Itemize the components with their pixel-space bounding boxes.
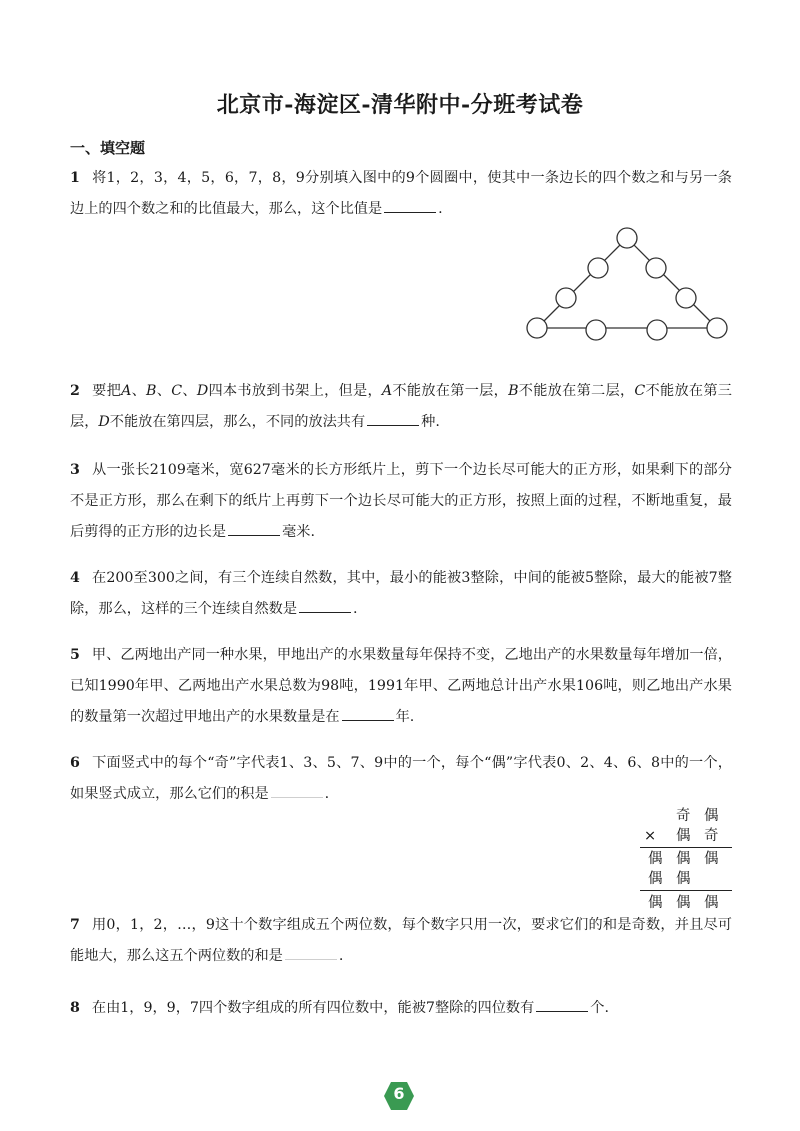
question-number: 7: [70, 917, 80, 933]
book-label: C: [634, 383, 646, 399]
question-text: 不能放在第四层，那么，不同的放法共有: [109, 414, 366, 430]
question-end: .: [438, 201, 443, 217]
answer-blank[interactable]: [285, 945, 337, 960]
question-number: 8: [70, 1000, 80, 1016]
digit-even: 偶: [676, 851, 691, 867]
question-4: [70, 563, 732, 625]
question-text: 在由1，9，9，7四个数字组成的所有四位数中，能被7整除的四位数有: [91, 1000, 535, 1016]
question-text: 将1，2，3，4，5，6，7，8，9分别填入图中的9个圆圈中，使其中一条边长的四个数之和与另一条边上的四个数之和的比值最大，那么，这个比值是: [70, 170, 732, 217]
question-2: [70, 376, 732, 438]
multiplication-rule: [640, 890, 732, 891]
question-end: .: [324, 786, 330, 802]
blank-circle: [617, 228, 637, 248]
answer-blank[interactable]: [536, 997, 588, 1012]
book-label: B: [508, 383, 519, 399]
digit-even: 偶: [676, 828, 691, 844]
question-text: 四本书放到书架上，但是，: [208, 383, 382, 399]
question-text: 在200至300之间，有三个连续自然数，其中，最小的能被3整除，中间的能被5整除，最大的能被7整除，那么，这样的三个连续自然数是: [70, 570, 732, 617]
question-end: 年.: [395, 709, 415, 725]
question-5: [70, 640, 732, 733]
question-3: [70, 455, 732, 548]
blank-circle: [527, 318, 547, 338]
page-title: 北京市-海淀区-清华附中-分班考试卷: [216, 92, 584, 118]
question-number: 6: [70, 755, 80, 771]
answer-blank[interactable]: [299, 598, 351, 613]
question-text: 下面竖式中的每个“奇”字代表1、3、5、7、9中的一个，每个“偶”字代表0、2、4、6、8中的一个，如果竖式成立，那么它们的积是: [70, 755, 732, 802]
question-text: 、: [182, 383, 197, 399]
blank-circle: [556, 288, 576, 308]
answer-blank[interactable]: [342, 706, 394, 721]
book-label: D: [196, 383, 209, 399]
page-number: 6: [393, 1084, 405, 1103]
blank-circle: [646, 258, 666, 278]
digit-odd: 奇: [676, 808, 691, 824]
question-text: 、: [156, 383, 172, 399]
times-sign: ×: [644, 828, 657, 844]
digit-even: 偶: [704, 895, 719, 911]
question-end: 毫米.: [282, 524, 315, 540]
question-6: [70, 748, 732, 810]
blank-circle: [707, 318, 727, 338]
book-label: B: [146, 383, 157, 399]
digit-even: 偶: [648, 851, 663, 867]
question-end: 个.: [590, 1000, 609, 1016]
answer-blank[interactable]: [367, 411, 419, 426]
question-text: 不能放在第三层，: [70, 383, 732, 430]
question-text: 不能放在第二层，: [518, 383, 635, 399]
question-text: 从一张长2109毫米，宽627毫米的长方形纸片上，剪下一个边长尽可能大的正方形，如果剩下的部分不是正方形，那么在剩下的纸片上再剪下一个边长尽可能大的正方形，按照上面的过程，不断地重复，最后剪得的正方形的边长是: [70, 462, 732, 540]
question-end: 种.: [421, 414, 440, 430]
question-8: [70, 993, 732, 1024]
digit-even: 偶: [676, 895, 691, 911]
question-number: 4: [70, 570, 80, 586]
blank-circle: [588, 258, 608, 278]
question-number: 5: [70, 647, 80, 663]
answer-blank[interactable]: [228, 521, 280, 536]
blank-circle: [586, 320, 606, 340]
digit-even: 偶: [704, 851, 719, 867]
book-label: C: [171, 383, 183, 399]
question-number: 1: [70, 170, 80, 186]
digit-odd: 奇: [704, 828, 719, 844]
triangle-circle-figure: [520, 222, 732, 346]
question-end: .: [353, 601, 358, 617]
digit-even: 偶: [648, 871, 663, 887]
section-heading: 一、填空题: [70, 139, 146, 157]
question-text: 甲、乙两地出产同一种水果，甲地出产的水果数量每年保持不变，乙地出产的水果数量每年增加一倍，已知1990年甲、乙两地出产水果总数为98吨，1991年甲、乙两地总计出产水果106吨，则乙地出产水果的数量第一次超过甲地出产的水果数量是在: [70, 647, 732, 725]
question-number: 2: [70, 383, 80, 399]
book-label: A: [121, 383, 132, 399]
question-text: 用0，1，2，…，9这十个数字组成五个两位数，每个数字只用一次，要求它们的和是奇数，并且尽可能地大，那么这五个两位数的和是: [70, 917, 732, 964]
question-number: 3: [70, 462, 80, 478]
answer-blank[interactable]: [271, 783, 323, 798]
vertical-multiplication: [640, 806, 732, 913]
question-text: 、: [131, 383, 147, 399]
question-end: .: [338, 948, 344, 964]
question-text: 不能放在第一层，: [392, 383, 509, 399]
digit-even: 偶: [704, 808, 719, 824]
digit-even: 偶: [676, 871, 691, 887]
multiplication-rule: [640, 847, 732, 848]
question-text: 要把: [91, 383, 122, 399]
question-7: [70, 910, 732, 972]
book-label: D: [98, 414, 110, 430]
blank-circle: [676, 288, 696, 308]
digit-even: 偶: [648, 895, 663, 911]
blank-circle: [647, 320, 667, 340]
book-label: A: [381, 383, 393, 399]
question-1: [70, 163, 732, 225]
answer-blank[interactable]: [384, 198, 436, 213]
